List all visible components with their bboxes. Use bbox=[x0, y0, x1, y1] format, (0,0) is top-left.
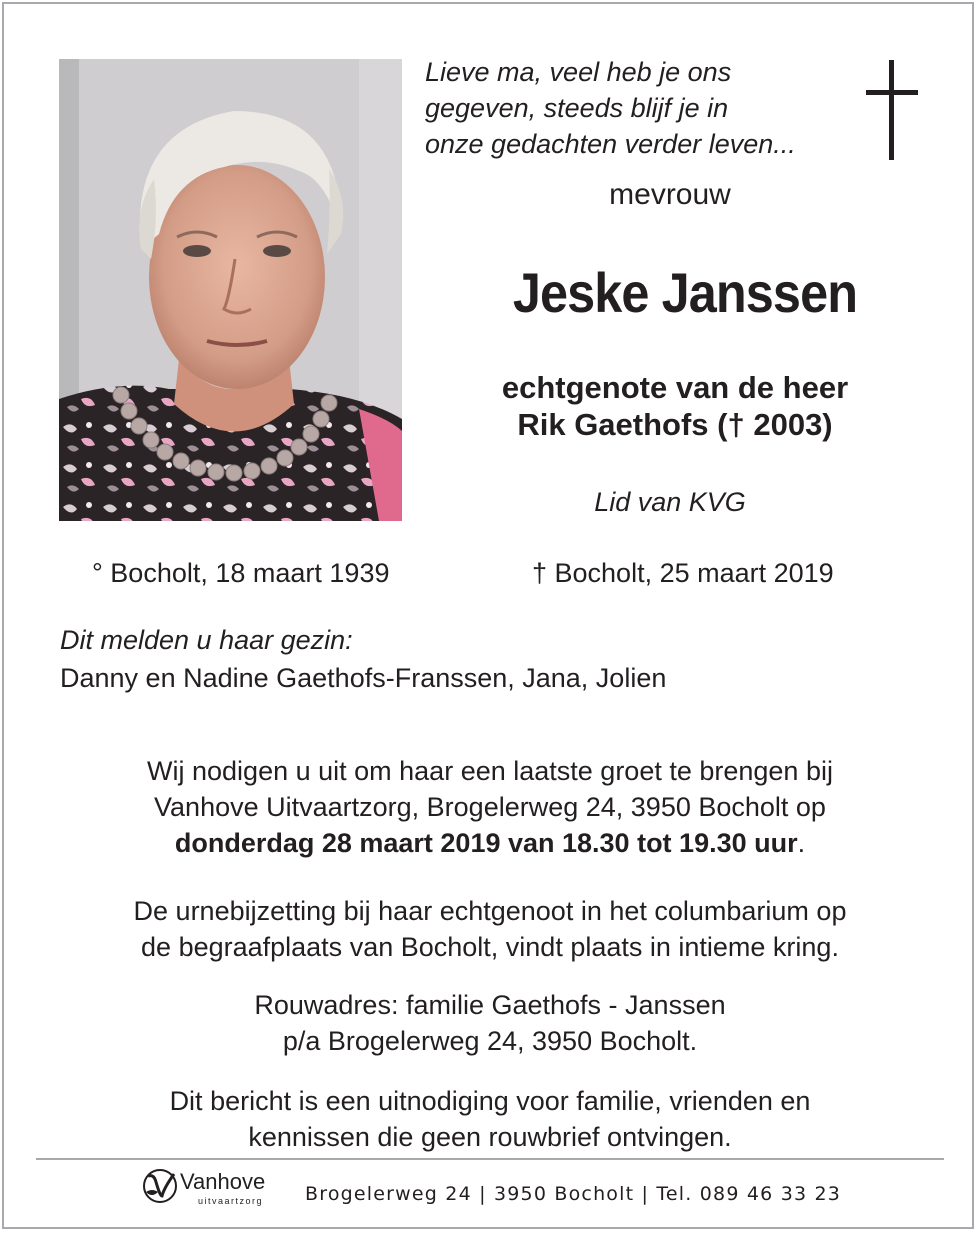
invitation-datetime: donderdag 28 maart 2019 van 18.30 tot 19.30 uur bbox=[174, 828, 798, 858]
notice-line: kennissen die geen rouwbrief ontvingen. bbox=[248, 1122, 732, 1152]
address-line: p/a Brogelerweg 24, 3950 Bocholt. bbox=[282, 1026, 698, 1056]
family-names: Danny en Nadine Gaethofs-Franssen, Jana, Jolien bbox=[60, 663, 667, 693]
spouse-line: echtgenote van de heer bbox=[501, 370, 849, 405]
vanhove-logo bbox=[140, 1162, 295, 1210]
family-intro: Dit melden u haar gezin: bbox=[60, 625, 353, 655]
portrait-photo bbox=[59, 59, 402, 521]
poem-line: onze gedachten verder leven... bbox=[425, 129, 796, 159]
death-info: † Bocholt, 25 maart 2019 bbox=[532, 558, 834, 588]
cross-icon bbox=[862, 60, 922, 160]
footer-contact: Brogelerweg 24 | 3950 Bocholt | Tel. 089 46 33 23 bbox=[305, 1183, 842, 1205]
notice-line: Dit bericht is een uitnodiging voor familie, vrienden en bbox=[169, 1086, 811, 1116]
invitation-line: Wij nodigen u uit om haar een laatste groet te brengen bij bbox=[147, 756, 833, 786]
address-paragraph bbox=[40, 987, 940, 1059]
poem-line: Lieve ma, veel heb je ons bbox=[425, 57, 732, 87]
footer-divider bbox=[36, 1158, 944, 1160]
logo-subtitle: uitvaartzorg bbox=[198, 1196, 264, 1206]
invitation-period: . bbox=[797, 828, 806, 858]
deceased-name: Jeske Janssen bbox=[512, 261, 858, 324]
poem-line: gegeven, steeds blijf je in bbox=[425, 93, 729, 123]
membership: Lid van KVG bbox=[594, 487, 746, 517]
invitation-paragraph bbox=[40, 753, 940, 861]
invitation-line bbox=[40, 825, 940, 861]
address-line: Rouwadres: familie Gaethofs - Janssen bbox=[254, 990, 726, 1020]
spouse-line: Rik Gaethofs († 2003) bbox=[517, 407, 833, 442]
birth-info: ° Bocholt, 18 maart 1939 bbox=[92, 558, 390, 588]
poem bbox=[425, 54, 865, 162]
urn-paragraph bbox=[40, 893, 940, 965]
honorific: mevrouw bbox=[609, 178, 731, 211]
invitation-line: Vanhove Uitvaartzorg, Brogelerweg 24, 3950 Bocholt op bbox=[154, 792, 826, 822]
urn-line: De urnebijzetting bij haar echtgenoot in het columbarium op bbox=[133, 896, 847, 926]
urn-line: de begraafplaats van Bocholt, vindt plaats in intieme kring. bbox=[141, 932, 839, 962]
notice-paragraph bbox=[40, 1083, 940, 1155]
logo-name: Vanhove bbox=[180, 1169, 266, 1194]
spouse-info bbox=[440, 369, 910, 443]
